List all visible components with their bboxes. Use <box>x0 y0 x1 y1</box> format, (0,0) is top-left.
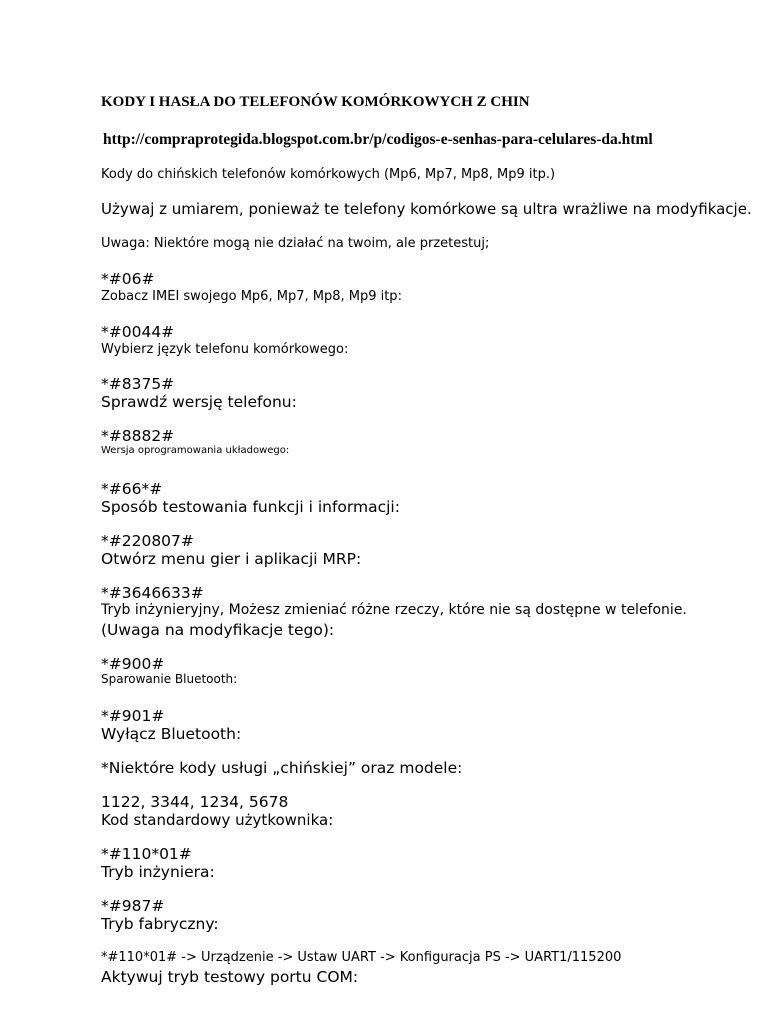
code-firmware-desc: Wersja oprogramowania układowego: <box>101 445 290 456</box>
code-engineering-desc: Tryb inżynieryjny, Możesz zmieniać różne rzeczy, które nie są dostępne w telefonie. <box>101 602 687 618</box>
document-title: KODY I HASŁA DO TELEFONÓW KOMÓRKOWYCH Z CHIN <box>101 94 530 110</box>
service-code-engineer: *#110*01# <box>101 845 192 863</box>
code-firmware: *#8882# <box>101 427 175 445</box>
intro-text: Kody do chińskich telefonów komórkowych (Mp6, Mp7, Mp8, Mp9 itp.) <box>101 167 556 182</box>
code-bt-off: *#901# <box>101 707 165 725</box>
code-imei-desc: Zobacz IMEI swojego Mp6, Mp7, Mp8, Mp9 itp: <box>101 289 402 304</box>
code-bt-off-desc: Wyłącz Bluetooth: <box>101 725 242 743</box>
warning-text: Używaj z umiarem, ponieważ te telefony komórkowe są ultra wrażliwe na modyfikacje. <box>101 200 752 218</box>
service-code-com: *#110*01# -> Urządzenie -> Ustaw UART -> Konfiguracja PS -> UART1/115200 <box>101 950 622 965</box>
service-code-factory: *#987# <box>101 897 165 915</box>
service-code-factory-desc: Tryb fabryczny: <box>101 915 219 933</box>
code-engineering-note: (Uwaga na modyfikacje tego): <box>101 621 335 639</box>
code-mrp-menu-desc: Otwórz menu gier i aplikacji MRP: <box>101 550 362 568</box>
code-imei: *#06# <box>101 270 155 288</box>
service-code-user: 1122, 3344, 1234, 5678 <box>101 793 289 811</box>
service-code-com-desc: Aktywuj tryb testowy portu COM: <box>101 968 359 986</box>
code-mrp-menu: *#220807# <box>101 532 194 550</box>
service-code-user-desc: Kod standardowy użytkownika: <box>101 811 334 829</box>
code-language: *#0044# <box>101 323 175 341</box>
code-engineering: *#3646633# <box>101 584 204 602</box>
service-code-engineer-desc: Tryb inżyniera: <box>101 863 215 881</box>
code-bt-pair: *#900# <box>101 655 165 673</box>
code-bt-pair-desc: Sparowanie Bluetooth: <box>101 672 238 686</box>
source-url: http://compraprotegida.blogspot.com.br/p/codigos-e-senhas-para-celulares-da.html <box>103 131 653 148</box>
code-test-mode: *#66*# <box>101 480 163 498</box>
code-version: *#8375# <box>101 375 175 393</box>
service-heading: *Niektóre kody usługi „chińskiej” oraz modele: <box>101 759 463 777</box>
code-test-mode-desc: Sposób testowania funkcji i informacji: <box>101 498 400 516</box>
code-version-desc: Sprawdź wersję telefonu: <box>101 393 297 411</box>
code-language-desc: Wybierz język telefonu komórkowego: <box>101 342 349 357</box>
note-text: Uwaga: Niektóre mogą nie działać na twoim, ale przetestuj; <box>101 236 490 251</box>
